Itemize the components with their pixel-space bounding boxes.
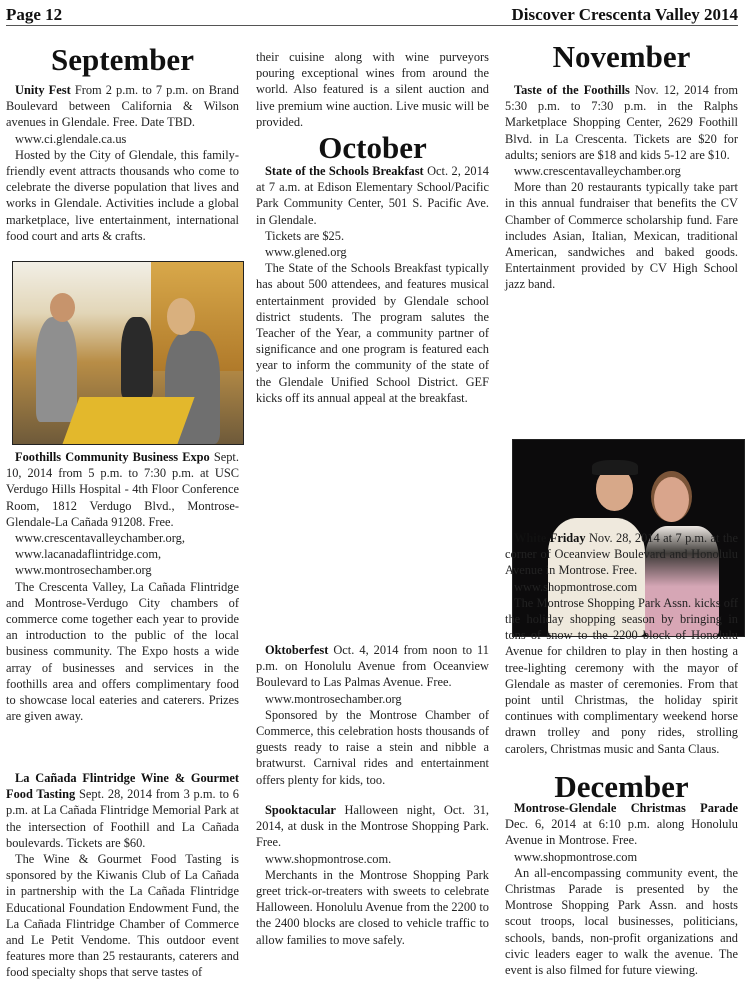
event-url[interactable]: www.shopmontrose.com [514, 849, 638, 864]
event-url[interactable]: www.glened.org [265, 245, 347, 260]
month-heading-december: December [554, 769, 689, 804]
event-details: Nov. 28, 2014 at 7 p.m. at the corner of Oceanview Boulevard and Honolulu Avenue in Montrose. Free. [505, 531, 738, 578]
event-url[interactable]: www.ci.glendale.ca.us [15, 131, 127, 146]
event-description: Sponsored by the Montrose Chamber of Commerce, this celebration hosts thousands of guests ready to raise a stein and nibble a bratwurst. Carnival rides and entertainment offers plenty for kids, too. [256, 707, 489, 787]
event-url[interactable]: www.shopmontrose.com. [265, 851, 392, 866]
event-white-friday [505, 530, 738, 757]
event-tickets: Tickets are $25. [265, 228, 345, 243]
event-url[interactable]: www.crescentavalleychamber.org [514, 164, 681, 179]
event-details: From 2 p.m. to 7 p.m. on Brand Boulevard between California & Wilson avenues in Glendale. Free. Date TBD. [6, 83, 240, 130]
photo-business-expo [12, 261, 244, 445]
event-description: The Montrose Shopping Park Assn. kicks off the holiday shopping season by bringing in tons of snow to the 2200 block of Honolulu Avenue for children to play in then hosting a tree-lighting ceremony with the mayor of Glendale as master of ceremonies. From that point until Christmas, the holiday spirit continues with complimentary weekend horse drawn trolley and pony rides, strolling carolers, Christmas music and Santa Claus. [505, 595, 738, 756]
event-url[interactable]: www.crescentavalleychamber.org, [15, 531, 185, 546]
event-schools-breakfast [256, 163, 489, 406]
event-url[interactable]: www.montrosechamber.org [265, 691, 402, 706]
event-oktoberfest [256, 642, 489, 788]
event-url[interactable]: www.lacanadaflintridge.com, [15, 547, 162, 562]
publication-title: Discover Crescenta Valley 2014 [511, 5, 738, 24]
event-description: An all-encompassing community event, the Christmas Parade is presented by the Montrose Shopping Park Assn. and hosts scout troops, local businesses, politicians, schools, bands, non-profit organizations and civic leaders eager to walk the avenue. The event is also filmed for future viewing. [505, 865, 738, 978]
event-description: More than 20 restaurants typically take part in this annual fundraiser that benefits the CV Chamber of Commerce scholarship fund. Fare includes Asian, Italian, Mexican, traditional American, sandwiches and baked goods. Entertainment provided by CV High School jazz band. [505, 180, 738, 292]
event-description: Merchants in the Montrose Shopping Park greet trick-or-treaters with sweets to celebrate Halloween. Honolulu Avenue from the 2200 to the 2400 blocks are closed to vehicle traffic to allow families to move safely. [256, 867, 489, 947]
event-details: Oct. 4, 2014 from noon to 11 p.m. on Honolulu Avenue from Oceanview Boulevard to Las Palmas Avenue. Free. [256, 643, 489, 690]
event-details: Halloween night, Oct. 31, 2014, at dusk in the Montrose Shopping Park. Free. [256, 803, 489, 850]
event-title: Montrose-Glendale Christmas Parade [514, 801, 738, 815]
month-heading-november: November [552, 39, 691, 74]
event-description: The Wine & Gourmet Food Tasting is sponsored by the Kiwanis Club of La Cañada in partnership with the La Cañada Flintridge Educational Foundation Endowment Fund, the La Cañada Flintridge Chamber of Commerce and Le Petit Vendome. This outdoor event features more than 25 restaurants, caterers and food specialty shops that serve tastes of [6, 852, 239, 980]
event-title: Oktoberfest [265, 643, 329, 657]
event-description-continued: their cuisine along with wine purveyors pouring exceptional wines from around the world. Also featured is a silent auction and live premium wine auction. Live music will be provided. [256, 50, 489, 129]
event-details: Dec. 6, 2014 at 6:10 p.m. along Honolulu Avenue in Montrose. Free. [505, 817, 738, 848]
event-business-expo [6, 449, 239, 724]
event-url[interactable]: www.shopmontrose.com [514, 579, 638, 594]
event-title: La Cañada Flintridge Wine & Gourmet Food Tasting [6, 771, 239, 802]
event-wine-tasting-continued [256, 49, 489, 130]
event-description: The State of the Schools Breakfast typically has about 500 attendees, and features musical entertainment provided by Glendale school district students. The program salutes the Teacher of the Year, a community partner of significance and one program is featured each year to inform the community of the state of the Glendale Unified School District. GEF kicks off its annual appeal at the breakfast. [256, 261, 489, 405]
page-number: Page 12 [6, 5, 63, 24]
page-header [6, 2, 738, 26]
event-description: Hosted by the City of Glendale, this family-friendly event attracts thousands who come to celebrate the diverse population that lives and works in Glendale. Activities include a global marketplace, live entertainment, international food court and arts & crafts. [6, 147, 239, 243]
event-title: State of the Schools Breakfast [265, 164, 424, 178]
event-title: Taste of the Foothills [514, 83, 630, 97]
event-description: The Crescenta Valley, La Cañada Flintridge and Montrose-Verdugo City chambers of commerce come together each year to provide an introduction to the public of the local business community. The Expo hosts a wide array of businesses and services in the foothills area and offers complimentary food to showcase local eateries and caterers. Prizes are given away. [6, 579, 239, 724]
event-details: Sept. 10, 2014 from 5 p.m. to 7:30 p.m. at USC Verdugo Hills Hospital - 4th Floor Conference Room, 1812 Verdugo Blvd., Montrose-Glendale-La Cañada 91208. Free. [6, 450, 239, 529]
event-title: Spooktacular [265, 803, 336, 817]
month-heading-september: September [51, 42, 194, 77]
event-title: White Friday [514, 531, 586, 545]
event-wine-tasting [6, 770, 239, 981]
event-spooktacular [256, 802, 489, 948]
event-unity-fest [6, 82, 239, 244]
event-details: Nov. 12, 2014 from 5:30 p.m. to 7:30 p.m. in the Ralphs Marketplace Shopping Center, 2629 Foothill Blvd. in La Crescenta. Tickets are $20 for adults; seniors are $18 and kids 5-12 are $10. [505, 83, 739, 162]
event-christmas-parade [505, 800, 738, 978]
event-title: Unity Fest [15, 83, 71, 97]
event-url[interactable]: www.montrosechamber.org [15, 563, 152, 578]
event-details: Oct. 2, 2014 at 7 a.m. at Edison Elementary School/Pacific Park Community Center, 501 S. Pacific Ave. in Glendale. [256, 164, 489, 227]
event-taste-of-foothills [505, 82, 738, 293]
month-heading-october: October [318, 130, 427, 165]
event-title: Foothills Community Business Expo [15, 450, 210, 464]
event-details: Sept. 28, 2014 from 3 p.m. to 6 p.m. at La Cañada Flintridge Memorial Park at the intersection of Foothill and La Cañada boulevards. Tickets are $60. [6, 787, 239, 850]
